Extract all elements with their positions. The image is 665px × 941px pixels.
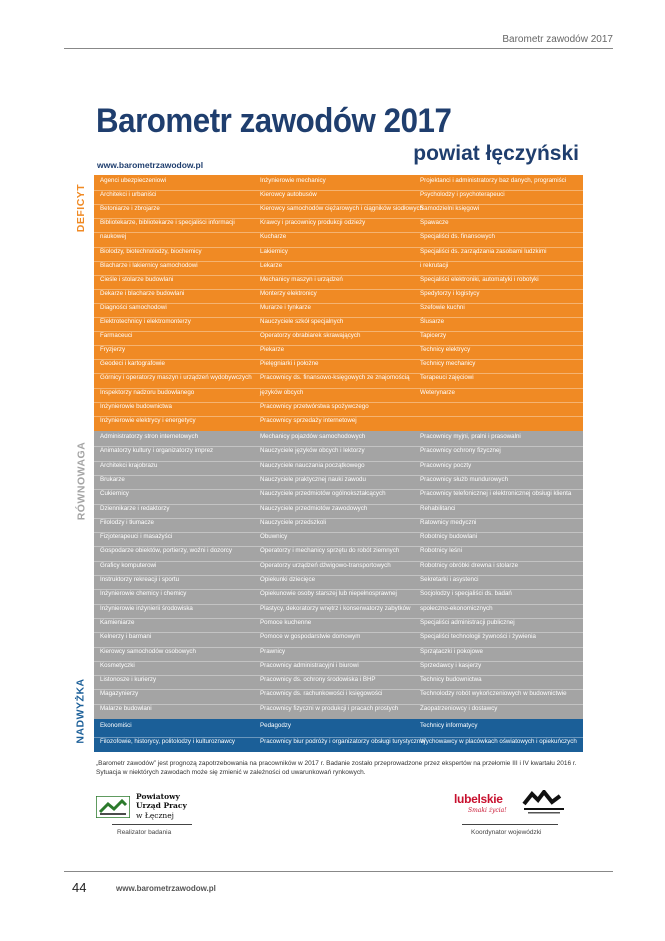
occupation-cell: Cieśle i stolarze budowlani [100,275,174,283]
occupation-cell: Dziennikarze i redaktorzy [100,504,170,512]
occupation-cell: Operatorzy obrabiarek skrawających [260,332,361,340]
occupation-cell: Geodeci i kartografowie [100,360,166,368]
occupation-cell: Nauczyciele przedszkoli [260,518,327,526]
occupation-cell: Filolodzy i tłumacze [100,518,154,526]
occupation-cell: Ratownicy medyczni [420,518,477,526]
deficit-label: DEFICYT [75,183,88,232]
occupation-cell: Pomoce w gospodarstwie domowym [260,633,361,641]
pup-logo-icon [96,796,130,818]
occupation-cell: Operatorzy urządzeń dźwigowo-transportowych [260,561,391,569]
running-header: Barometr zawodów 2017 [502,34,613,45]
occupation-cell: Opiekunki dziecięce [260,576,316,583]
occupation-cell: Diagności samochodowi [100,303,167,311]
section-label-surplus [72,670,90,752]
occupation-cell: Pracownicy telefonicznej i elektronicznej obsługi klienta [420,490,572,498]
occupation-cell: Kamieniarze [100,618,135,626]
occupation-cell: Architekci i urbaniści [100,191,157,199]
occupation-cell: Listonosze i kurierzy [100,676,157,684]
occupation-cell: Pracownicy sprzedaży internetowej [260,416,357,424]
occupation-cell: Pracownicy biur podróży i organizatorzy obsługi turystycznej [260,738,426,745]
occupation-cell: Mechanicy maszyn i urządzeń [260,275,343,283]
occupation-cell: Monterzy elektronicy [260,289,317,297]
pup-logo-line3: w Łęcznej [136,810,175,820]
occupation-cell: Fizjoterapeuci i masażyści [100,533,173,541]
occupation-cell: Nauczyciele nauczania początkowego [260,461,365,469]
occupation-cell: Wychowawcy w placówkach oświatowych i opiekuńczych [420,738,577,745]
occupation-cell: Socjolodzy i specjaliści ds. badań [420,590,512,598]
occupation-cell: Inżynierowie chemicy i chemicy [100,590,187,598]
balance-label: RÓWNOWAGA [75,441,88,521]
occupation-cell: Pracownicy administracyjni i biurowi [260,661,359,669]
occupation-cell: Administratorzy stron internetowych [100,433,199,440]
surplus-label: NADWYŻKA [75,678,87,744]
occupation-cell: Biolodzy, biotechnolodzy, biochemicy [100,247,202,255]
occupation-cell: Farmaceuci [100,332,133,340]
occupation-cell: Sekretarki i asystenci [420,576,479,583]
row-divider [94,190,583,191]
occupation-cell: Mechanicy pojazdów samochodowych [260,433,366,440]
occupation-cell: Samodzielni księgowi [420,205,480,213]
lubelskie-slogan: Smaki życia! [468,807,507,814]
page-number: 44 [72,880,87,895]
occupation-cell: Kierowcy samochodów osobowych [100,647,196,655]
occupation-cell: Fryzjerzy [100,346,126,354]
pup-logo [96,790,224,826]
occupation-cell: Agenci ubezpieczeniowi [100,177,167,184]
occupation-cell: Pracownicy ochrony fizycznej [420,447,501,455]
occupation-cell: Prawnicy [260,647,286,655]
occupation-cell: Murarze i tynkarze [260,303,311,311]
occupation-cell: Sprzątaczki i pokojowe [420,647,483,655]
occupation-cell: Pomoce kuchenne [260,618,312,626]
occupation-cell: Sprzedawcy i kasjerzy [420,661,482,669]
deficit-table [94,175,583,431]
occupation-cell: Robotnicy leśni [420,547,462,555]
occupation-cell: Magazynierzy [100,690,139,698]
lubelskie-logo [454,792,514,822]
occupation-cell: Pracownicy służb mundurowych [420,475,509,483]
row-divider [94,359,583,360]
occupation-cell: Specjaliści ds. zarządzania zasobami ludzkimi [420,247,547,255]
occupation-cell: Specjaliści elektroniki, automatyki i robotyki [420,275,539,283]
occupation-cell: Ekonomiści [100,722,132,729]
occupation-cell: Zaopatrzeniowcy i dostawcy [420,704,498,712]
occupation-cell: Specjaliści technologii żywności i żywienia [420,633,536,641]
wup-logo-icon [520,790,568,818]
occupation-cell: Pracownicy poczty [420,461,472,469]
row-divider [94,303,583,304]
occupation-cell: Spedytorzy i logistycy [420,289,480,297]
occupation-cell: Brukarze [100,475,125,483]
footer-url[interactable]: www.barometrzawodow.pl [116,884,216,893]
occupation-cell: Malarze budowlani [100,704,152,712]
occupation-cell: Inżynierowie budownictwa [100,402,172,410]
occupation-cell: Nauczyciele szkół specjalnych [260,318,344,325]
occupation-cell: Górnicy i operatorzy maszyn i urządzeń wydobywczych [100,374,252,382]
occupation-cell: Rehabilitanci [420,504,456,512]
lubelskie-text: lubelskie [454,792,503,806]
occupation-cell: Architekci krajobrazu [100,461,158,469]
occupation-cell: Kosmetyczki [100,661,135,669]
header-divider [64,48,613,49]
occupation-cell: Nauczyciele języków obcych i lektorzy [260,447,365,455]
occupation-cell: Robotnicy obróbki drewna i stolarze [420,561,519,569]
occupation-cell: Nauczyciele przedmiotów zawodowych [260,504,368,512]
occupation-cell: Piekarze [260,346,285,354]
occupation-cell: Pracownicy myjni, pralni i prasowalni [420,433,521,440]
occupation-cell: Krawcy i pracownicy produkcji odzieży [260,219,366,227]
occupation-cell: Pracownicy fizyczni w produkcji i pracach prostych [260,704,399,712]
occupation-cell: Graficy komputerowi [100,561,157,569]
occupation-cell: Plastycy, dekoratorzy wnętrz i konserwatorzy zabytków [260,604,411,612]
left-caption: Realizator badania [117,829,172,836]
occupation-cell: Betoniarze i zbrojarze [100,205,160,213]
occupation-cell: Pedagodzy [260,722,291,729]
occupation-cell: Nauczyciele przedmiotów ogólnokształcących [260,490,386,498]
pup-logo-line2: Urząd Pracy [136,801,187,811]
occupation-cell: Tapicerzy [420,332,447,340]
occupation-cell: społeczno-ekonomicznych [420,604,493,612]
occupation-cell: języków obcych [260,388,304,396]
occupation-cell: Weterynarze [420,388,455,396]
occupation-cell: Technicy elektrycy [420,346,471,354]
occupation-cell: Technicy mechanicy [420,360,476,368]
occupation-cell: Technicy informatycy [420,722,478,729]
occupation-cell: Opiekunowie osoby starszej lub niepełnosprawnej [260,590,397,598]
page-subtitle: powiat łęczyński [413,142,579,165]
occupation-cell: Psycholodzy i psychoterapeuci [420,191,505,199]
occupation-cell: Instruktorzy rekreacji i sportu [100,576,180,583]
occupation-cell: Robotnicy budowlani [420,533,478,541]
row-divider [94,232,583,233]
occupation-cell: Nauczyciele praktycznej nauki zawodu [260,475,366,483]
occupation-cell: Pracownicy ds. finansowo-księgowych ze znajomością [260,374,410,382]
occupation-cell: Kierowcy autobusów [260,191,317,199]
occupation-cell: Szefowie kuchni [420,303,465,311]
occupation-cell: Bibliotekarze, bibliotekarze i specjaliści informacji [100,219,235,227]
left-caption-rule [112,824,192,825]
page-title: Barometr zawodów 2017 [96,102,452,140]
occupation-cell: Animatorzy kultury i organizatorzy imprez [100,447,214,455]
section-label-balance [72,431,90,531]
occupation-cell: Inżynierowie inżynierii środowiska [100,604,193,612]
surplus-table [94,719,583,752]
occupation-cell: Spawacze [420,219,449,227]
occupation-cell: Kucharze [260,233,287,241]
occupation-cell: Kelnerzy i barmani [100,633,152,641]
occupation-cell: Specjaliści administracji publicznej [420,618,515,626]
right-caption: Koordynator wojewódzki [471,829,542,836]
occupation-cell: Inżynierowie elektrycy i energetycy [100,416,196,424]
occupation-cell: Inspektorzy nadzoru budowlanego [100,388,195,396]
row-divider [94,345,583,346]
occupation-cell: Pracownicy przetwórstwa spożywczego [260,402,369,410]
occupation-cell: Elektrotechnicy i elektromonterzy [100,318,191,325]
right-caption-rule [462,824,558,825]
balance-table [94,431,583,719]
occupation-cell: Filozofowie, historycy, politolodzy i kulturoznawcy [100,738,236,745]
occupation-cell: Kierowcy samochodów ciężarowych i ciągników siodłowych [260,205,424,213]
occupation-cell: Ślusarze [420,318,445,325]
occupation-cell: Technicy budownictwa [420,676,482,684]
occupation-cell: i rekrutacji [420,261,449,269]
occupation-cell: Operatorzy i mechanicy sprzętu do robót ziemnych [260,547,400,555]
footnote: „Barometr zawodów” jest prognozą zapotrzebowania na pracowników w 2017 r. Badanie zostało przeprowadzone przez ekspertów na przełomie III i IV kwartału 2016 r. Sytuacja w niektórych zawodach może się zmienić w zależności od uwarunkowań rynkowych. [96,760,577,776]
occupation-cell: Technolodzy robót wykończeniowych w budownictwie [420,690,567,698]
occupation-cell: Blacharze i lakiernicy samochodowi [100,261,198,269]
occupation-cell: Projektanci i administratorzy baz danych, programiści [420,177,567,184]
occupation-cell: Specjaliści ds. finansowych [420,233,495,241]
occupation-cell: Cukiernicy [100,490,129,498]
occupation-cell: naukowej [100,233,127,241]
occupation-cell: Inżynierowie mechanicy [260,177,326,184]
occupation-cell: Pracownicy ds. rachunkowości i księgowości [260,690,383,698]
occupation-cell: Obuwnicy [260,533,288,541]
website-link[interactable]: www.barometrzawodow.pl [97,160,204,170]
occupation-cell: Lekarze [260,261,283,269]
occupation-cell: Dekarze i blacharze budowlani [100,289,185,297]
section-label-deficit [72,175,90,240]
occupation-cell: Terapeuci zajęciowi [420,374,474,382]
row-divider [94,518,583,519]
occupation-cell: Pielęgniarki i położne [260,360,319,368]
occupation-cell: Lakiernicy [260,247,288,255]
footer-divider [64,871,613,872]
pup-logo-line1: Powiatowy [136,792,180,801]
occupation-cell: Pracownicy ds. ochrony środowiska i BHP [260,676,376,684]
occupation-cell: Gospodarze obiektów, portierzy, woźni i dozorcy [100,547,232,555]
